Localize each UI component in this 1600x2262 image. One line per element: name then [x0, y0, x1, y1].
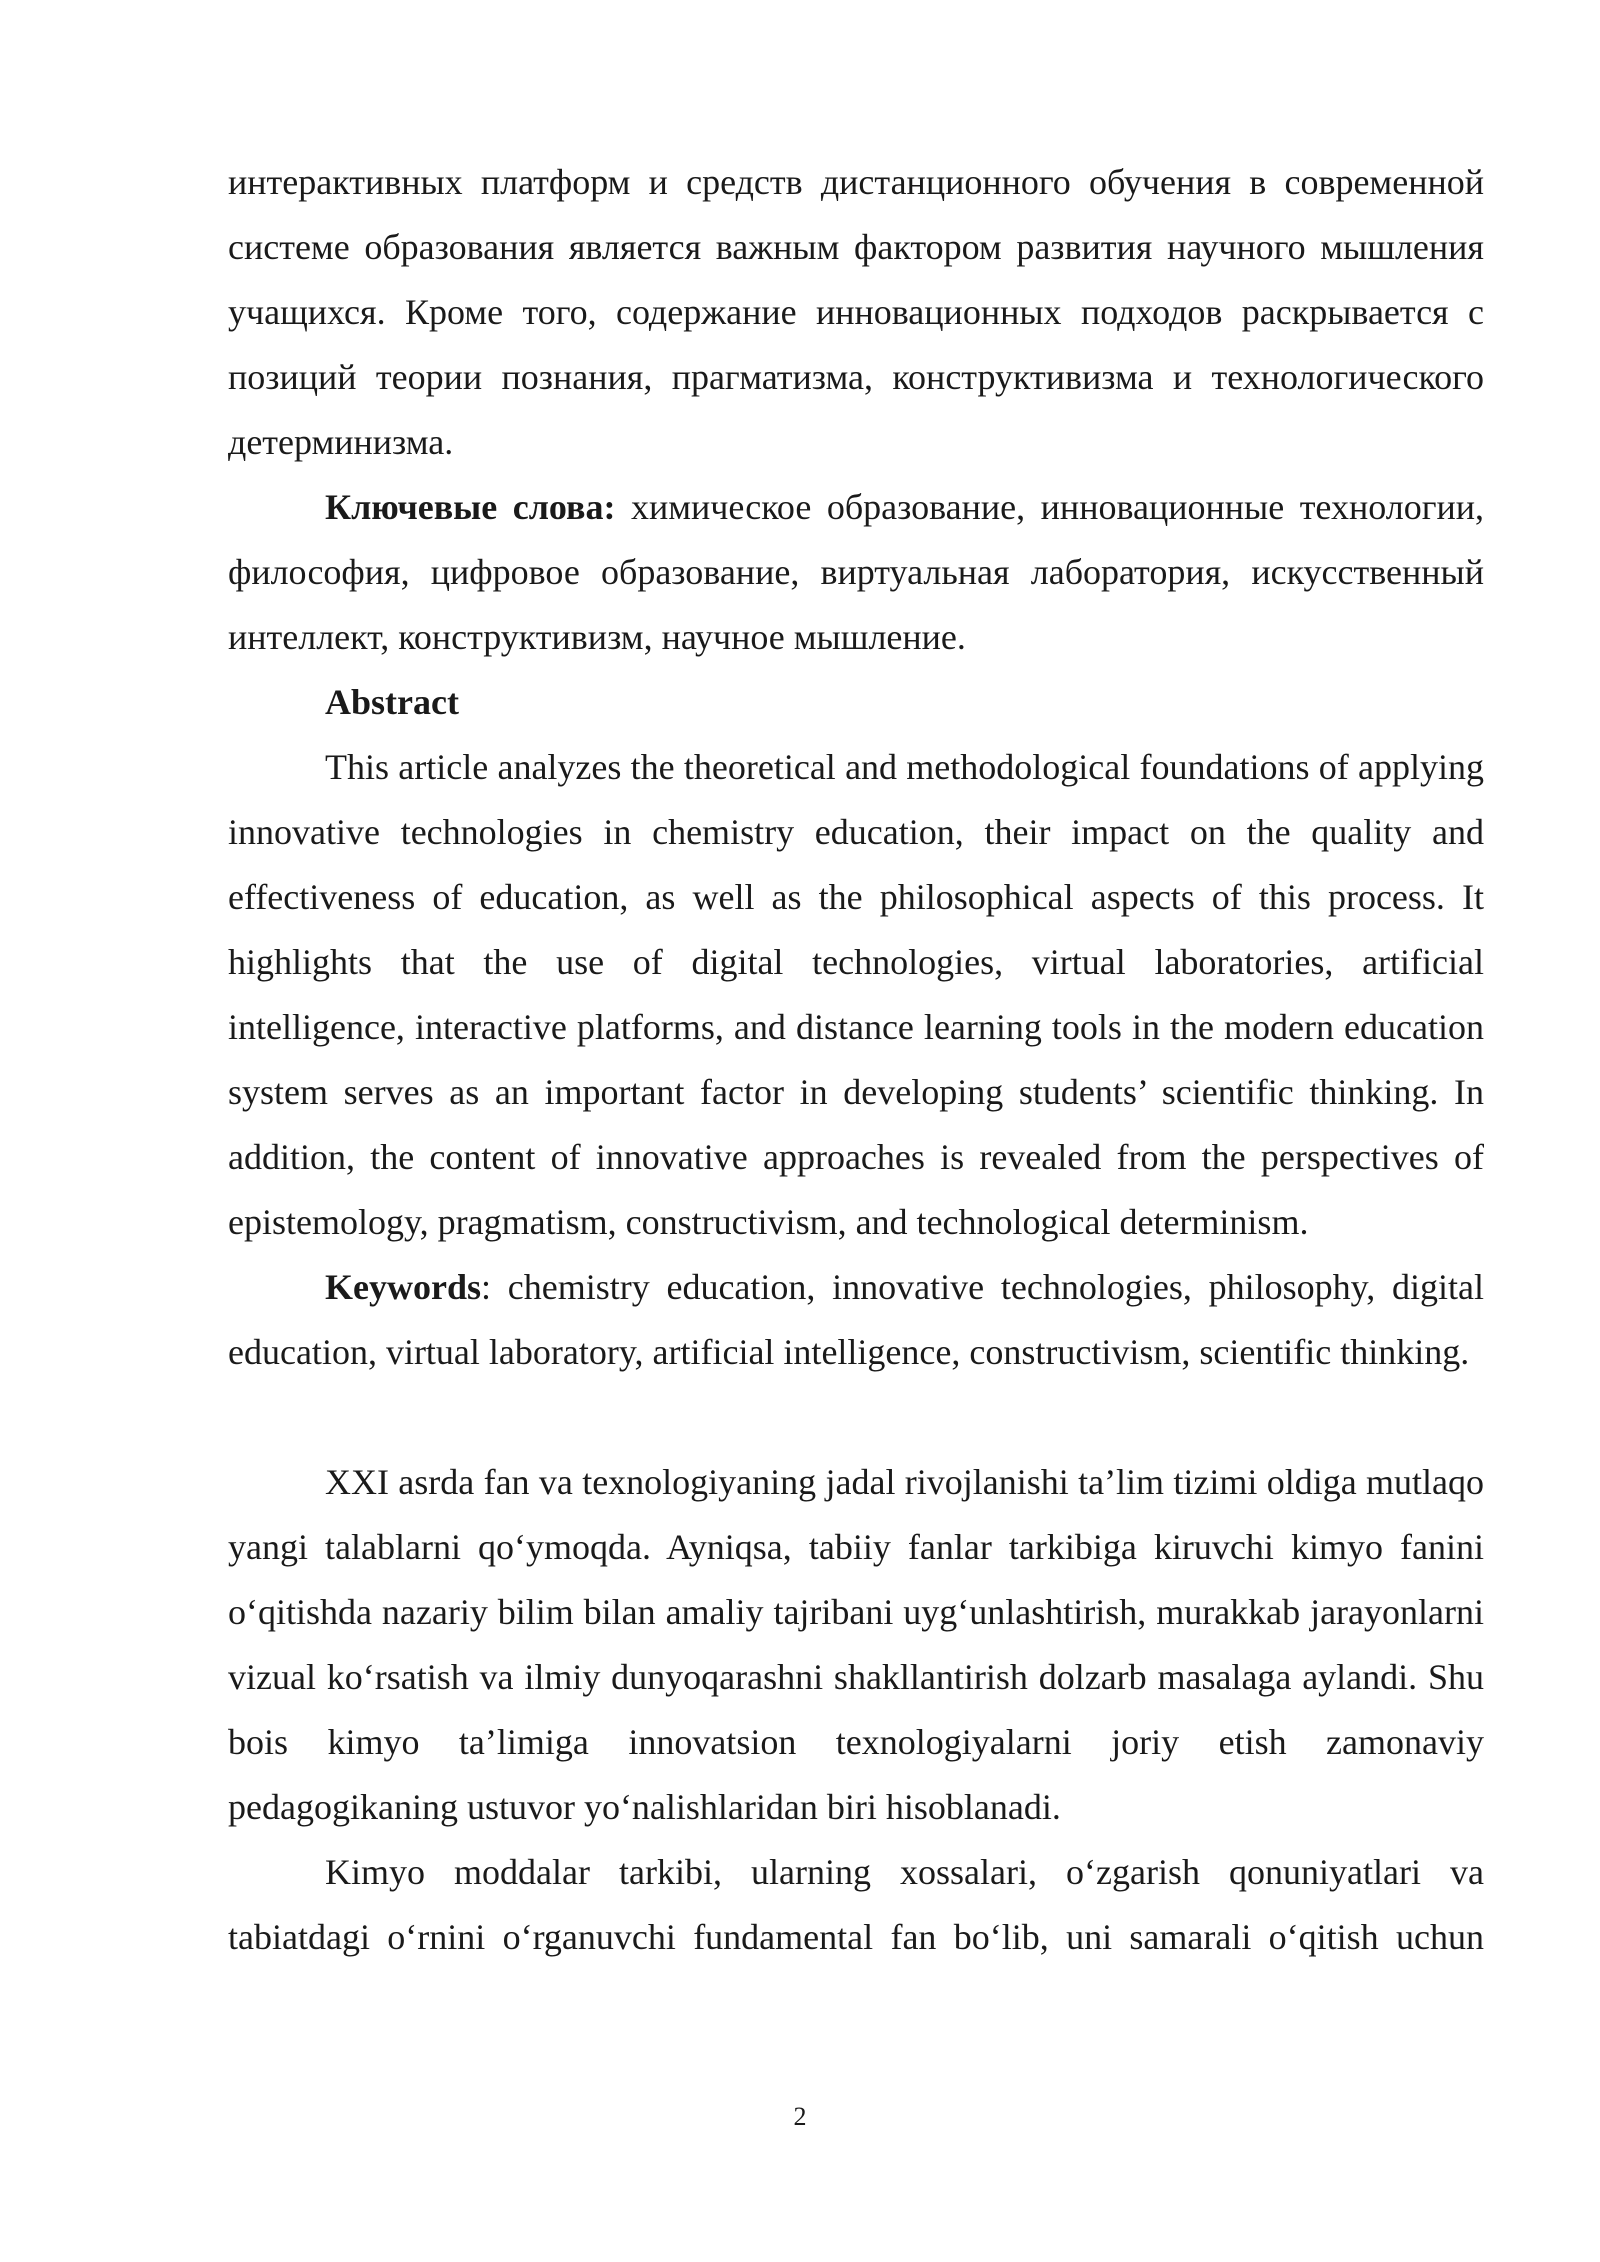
english-keywords-paragraph	[228, 1255, 1484, 1385]
russian-abstract-continuation: интерактивных платформ и средств дистанционного обучения в современной системе образования является важным фактором развития научного мышления учащихся. Кроме того, содержание инновационных подходов раскрывается с позиций теории познания, прагматизма, конструктивизма и технологического детерминизма.	[228, 162, 1484, 462]
abstract-heading-paragraph	[228, 670, 1484, 735]
russian-keywords-label: Ключевые слова:	[325, 487, 616, 527]
russian-keywords-paragraph	[228, 475, 1484, 670]
page-content	[228, 150, 1484, 1970]
body-paragraph-2: Kimyo moddalar tarkibi, ularning xossalari, o‘zgarish qonuniyatlari va tabiatdagi o‘rnini o‘rganuvchi fundamental fan bo‘lib, uni samarali o‘qitish uchun	[228, 1852, 1484, 1957]
page-number: 2	[793, 2102, 807, 2131]
english-keywords-label: Keywords	[325, 1267, 481, 1307]
english-keywords-text: : chemistry education, innovative technologies, philosophy, digital education, virtual laboratory, artificial intelligence, constructivism, scientific thinking.	[228, 1267, 1484, 1372]
english-abstract-text: This article analyzes the theoretical and methodological foundations of applying innovative technologies in chemistry education, their impact on the quality and effectiveness of education, as well as the philosophical aspects of this process. It highlights that the use of digital technologies, virtual laboratories, artificial intelligence, interactive platforms, and distance learning tools in the modern education system serves as an important factor in developing students’ scientific thinking. In addition, the content of innovative approaches is revealed from the perspectives of epistemology, pragmatism, constructivism, and technological determinism.	[228, 747, 1484, 1242]
abstract-heading: Abstract	[325, 682, 459, 722]
body-paragraph-1: XXI asrda fan va texnologiyaning jadal rivojlanishi ta’lim tizimi oldiga mutlaqo yangi talablarni qo‘ymoqda. Ayniqsa, tabiiy fanlar tarkibiga kiruvchi kimyo fanini o‘qitishda nazariy bilim bilan amaliy tajribani uyg‘unlashtirish, murakkab jarayonlarni vizual ko‘rsatish va ilmiy dunyoqarashni shakllantirish dolzarb masalaga aylandi. Shu bois kimyo ta’limiga innovatsion texnologiyalarni joriy etish zamonaviy pedagogikaning ustuvor yo‘nalishlaridan biri hisoblanadi.	[228, 1462, 1484, 1827]
section-gap	[228, 1385, 1484, 1450]
russian-keywords-text: химическое образование, инновационные технологии, философия, цифровое образование, виртуальная лаборатория, искусственный интеллект, конструктивизм, научное мышление.	[228, 487, 1484, 657]
